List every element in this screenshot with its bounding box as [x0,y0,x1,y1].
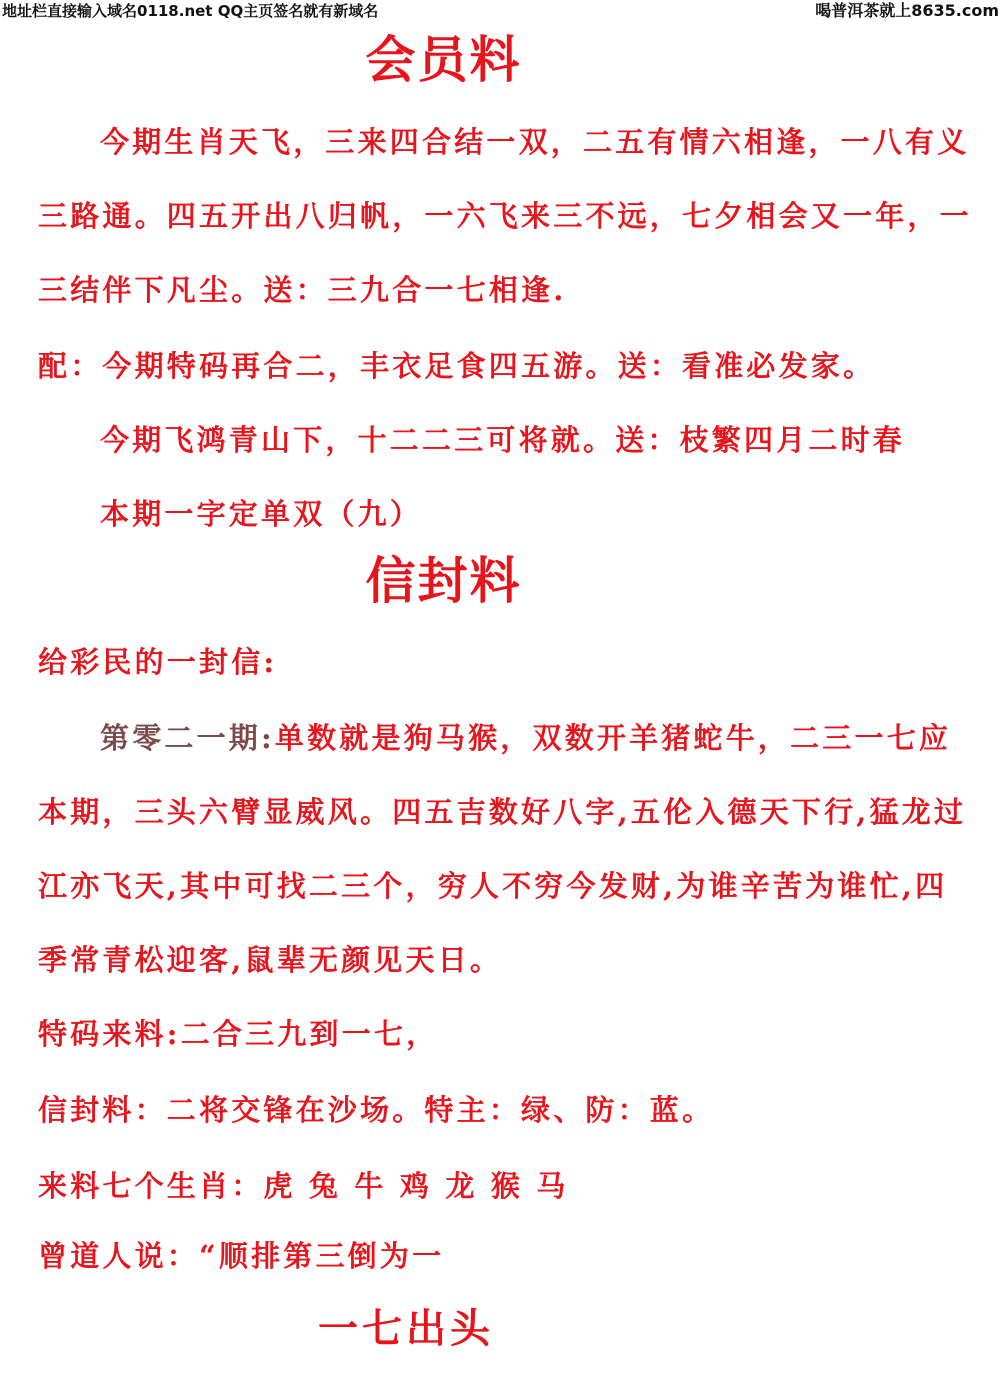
text-line: 曾道人说：“顺排第三倒为一 [38,1239,445,1273]
text-line: 三路通。四五开出八归帆，一六飞来三不远，七夕相会又一年，一 [38,199,972,233]
header-right-text: 喝普洱茶就上8635.com [815,1,999,20]
text-line: 今期飞鸿青山下，十二二三可将就。送：枝繁四月二时春 [100,423,906,457]
header-left-text: 地址栏直接输入域名0118.net QQ主页签名就有新域名 [2,2,379,20]
text-line: 本期一字定单双（九） [100,497,423,531]
issue-line [100,718,951,758]
text-line: 配：今期特码再合二，丰衣足食四五游。送：看准必发家。 [38,349,876,383]
text-line: 江亦飞天,其中可找二三个，穷人不穷今发财,为谁辛苦为谁忙,四 [38,869,948,903]
text-line: 特码来料:二合三九到一七， [38,1017,439,1051]
section-title-envelope: 信封料 [365,551,522,610]
text-line: 信封料：二将交锋在沙场。特主：绿、防：蓝。 [38,1093,715,1127]
text-line: 季常青松迎客,鼠辈无颜见天日。 [38,943,503,977]
section-title-member: 会员料 [365,30,522,89]
text-line: 本期，三头六臂显威风。四五吉数好八字,五伦入德天下行,猛龙过 [38,795,967,829]
issue-label: 第零二一期: [100,721,275,755]
letter-intro: 给彩民的一封信: [38,645,278,679]
final-text: 一七出头 [318,1305,494,1352]
text-line: 来料七个生肖：虎 兔 牛 鸡 龙 猴 马 [38,1169,569,1203]
page-header [0,0,1003,22]
text-line: 今期生肖天飞，三来四合结一双，二五有情六相逢，一八有义 [100,125,970,159]
issue-text: 单数就是狗马猴，双数开羊猪蛇牛，二三一七应 [274,721,952,755]
text-line: 三结伴下凡尘。送：三九合一七相逢. [38,273,567,307]
